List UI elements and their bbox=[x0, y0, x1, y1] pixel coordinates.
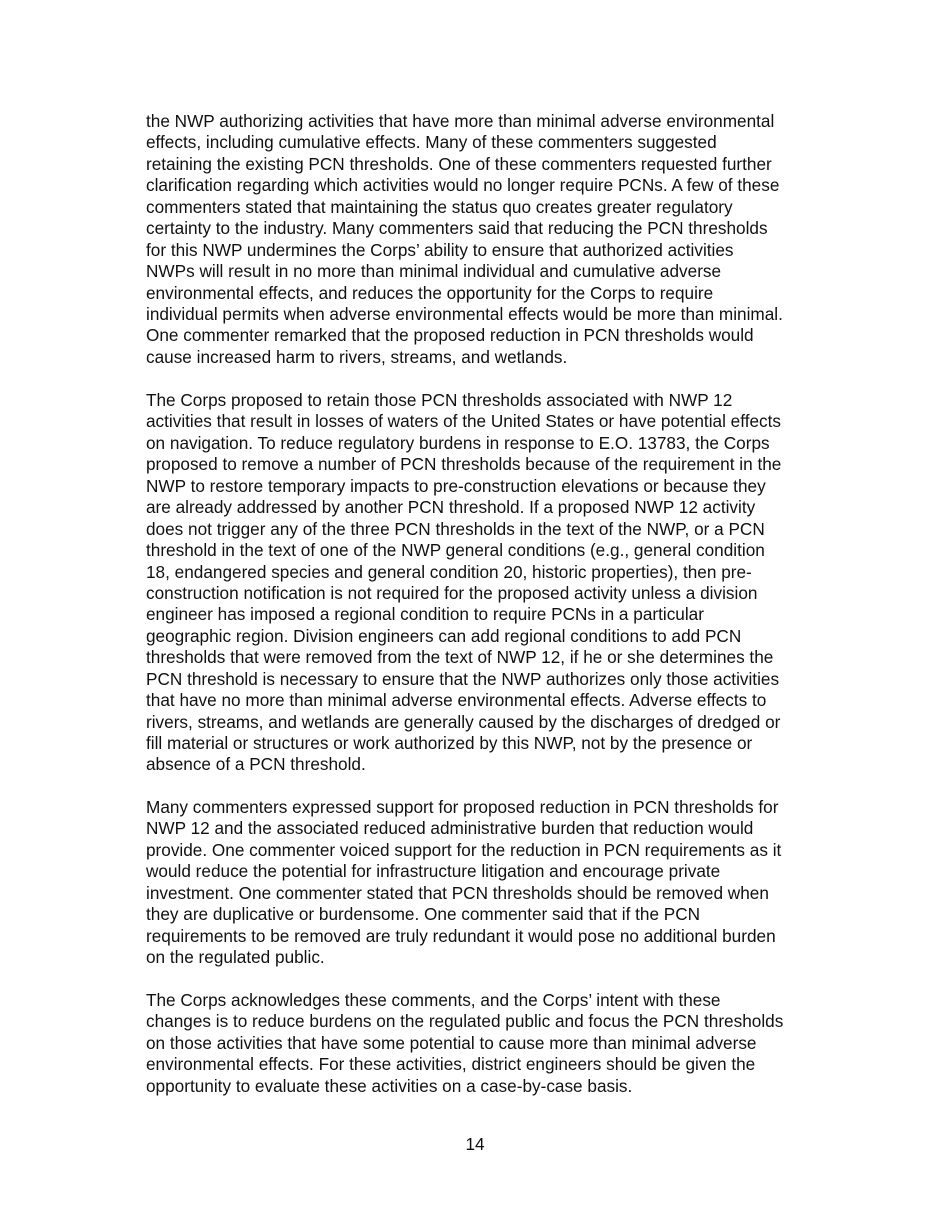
text-line: NWP to restore temporary impacts to pre-construction elevations or because they bbox=[146, 475, 766, 496]
text-line: Many commenters expressed support for proposed reduction in PCN thresholds for bbox=[146, 797, 779, 817]
text-line: absence of a PCN threshold. bbox=[146, 754, 366, 775]
text-line: The Corps proposed to retain those PCN thresholds associated with NWP 12 bbox=[146, 390, 733, 410]
text-line: proposed to remove a number of PCN thresholds because of the requirement in the bbox=[146, 454, 782, 475]
text-line: construction notification is not required for the proposed activity unless a division bbox=[146, 582, 758, 603]
text-line: One commenter remarked that the proposed reduction in PCN thresholds would bbox=[146, 325, 754, 346]
text-line: requirements to be removed are truly redundant it would pose no additional burden bbox=[146, 925, 776, 946]
text-line: changes is to reduce burdens on the regulated public and focus the PCN thresholds bbox=[146, 1011, 784, 1032]
text-line: the NWP authorizing activities that have more than minimal adverse environmental bbox=[146, 111, 775, 131]
text-line: activities that result in losses of waters of the United States or have potential effects bbox=[146, 411, 781, 432]
paragraph-1 bbox=[146, 111, 846, 368]
text-line: NWP 12 and the associated reduced administrative burden that reduction would bbox=[146, 818, 754, 839]
text-line: opportunity to evaluate these activities on a case-by-case basis. bbox=[146, 1075, 633, 1096]
text-line: investment. One commenter stated that PCN thresholds should be removed when bbox=[146, 882, 769, 903]
text-line: does not trigger any of the three PCN thresholds in the text of the NWP, or a PCN bbox=[146, 518, 765, 539]
text-line: certainty to the industry. Many commenters said that reducing the PCN thresholds bbox=[146, 218, 768, 239]
text-line: fill material or structures or work authorized by this NWP, not by the presence or bbox=[146, 733, 753, 753]
text-line: NWPs will result in no more than minimal individual and cumulative adverse bbox=[146, 261, 722, 282]
text-line: thresholds that were removed from the text of NWP 12, if he or she determines the bbox=[146, 647, 774, 668]
text-line: engineer has imposed a regional condition to require PCNs in a particular bbox=[146, 604, 704, 625]
paragraph-4 bbox=[146, 990, 846, 1097]
text-line: that have no more than minimal adverse environmental effects. Adverse effects to bbox=[146, 690, 767, 711]
text-line: for this NWP undermines the Corps’ ability to ensure that authorized activities bbox=[146, 239, 734, 260]
text-line: threshold in the text of one of the NWP general conditions (e.g., general condition bbox=[146, 540, 765, 561]
text-line: The Corps acknowledges these comments, and the Corps’ intent with these bbox=[146, 990, 721, 1010]
text-line: 18, endangered species and general condition 20, historic properties), then pre- bbox=[146, 561, 752, 582]
paragraph-2 bbox=[146, 390, 846, 776]
text-line: on the regulated public. bbox=[146, 947, 325, 968]
text-line: geographic region. Division engineers can add regional conditions to add PCN bbox=[146, 625, 742, 646]
text-line: would reduce the potential for infrastructure litigation and encourage private bbox=[146, 861, 721, 882]
page-number: 14 bbox=[465, 1134, 485, 1154]
text-line: commenters stated that maintaining the status quo creates greater regulatory bbox=[146, 196, 733, 217]
text-line: effects, including cumulative effects. Many of these commenters suggested bbox=[146, 132, 717, 153]
text-line: cause increased harm to rivers, streams, and wetlands. bbox=[146, 346, 568, 367]
paragraph-3 bbox=[146, 797, 846, 969]
text-line: environmental effects. For these activities, district engineers should be given the bbox=[146, 1054, 756, 1075]
text-line: retaining the existing PCN thresholds. One of these commenters requested further bbox=[146, 153, 772, 174]
text-line: provide. One commenter voiced support for the reduction in PCN requirements as it bbox=[146, 839, 782, 860]
text-line: clarification regarding which activities would no longer require PCNs. A few of these bbox=[146, 175, 780, 196]
text-line: environmental effects, and reduces the opportunity for the Corps to require bbox=[146, 282, 714, 303]
text-line: they are duplicative or burdensome. One commenter said that if the PCN bbox=[146, 904, 701, 925]
text-line: on navigation. To reduce regulatory burdens in response to E.O. 13783, the Corps bbox=[146, 432, 770, 453]
text-line: individual permits when adverse environmental effects would be more than minimal. bbox=[146, 303, 783, 324]
text-line: PCN threshold is necessary to ensure that the NWP authorizes only those activities bbox=[146, 668, 780, 689]
text-line: rivers, streams, and wetlands are generally caused by the discharges of dredged or bbox=[146, 711, 781, 732]
text-line: are already addressed by another PCN threshold. If a proposed NWP 12 activity bbox=[146, 497, 756, 518]
text-line: on those activities that have some potential to cause more than minimal adverse bbox=[146, 1032, 757, 1053]
